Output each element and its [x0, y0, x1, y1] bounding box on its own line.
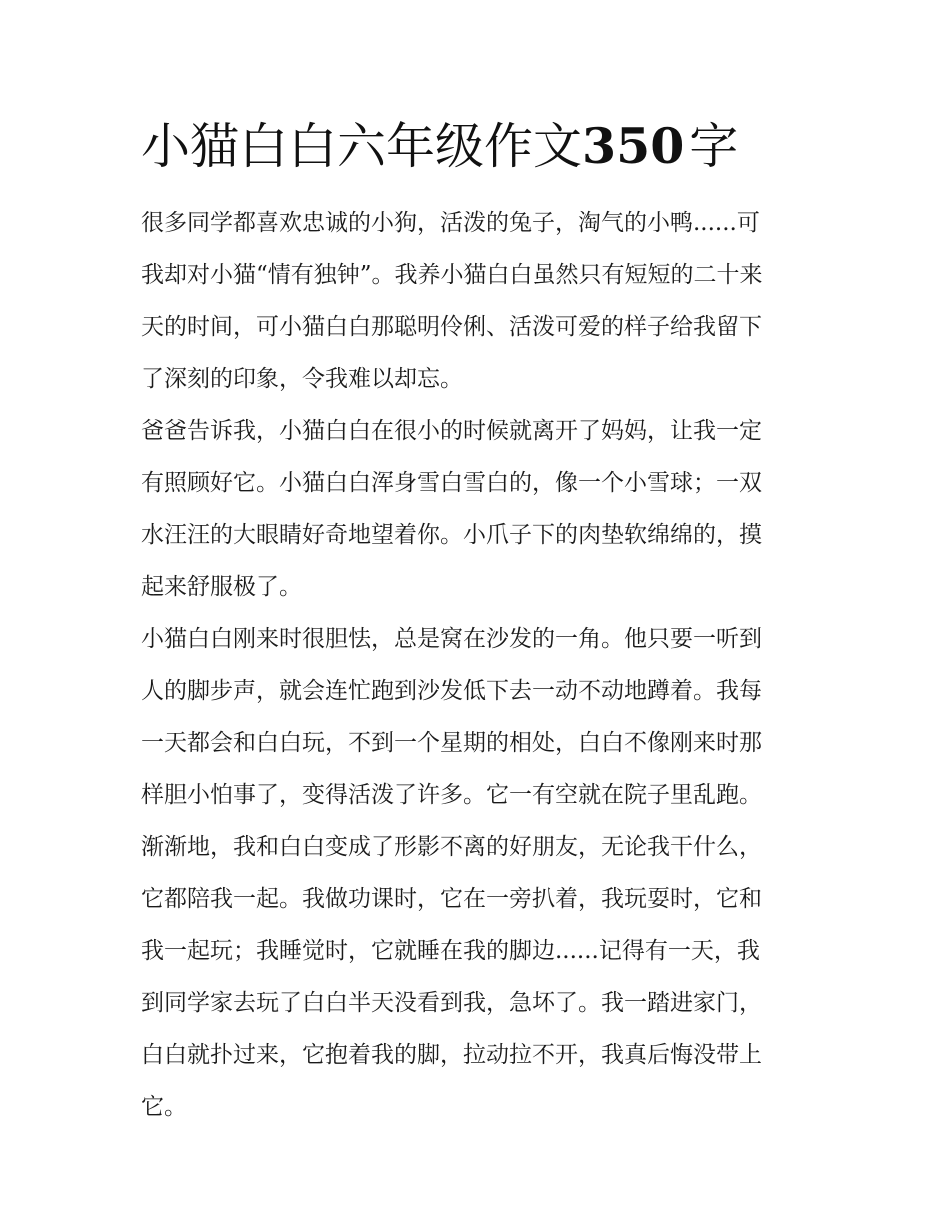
text-line: 我却对小猫“情有独钟”。我养小猫白白虽然只有短短的二十来 — [141, 262, 763, 288]
document-title — [141, 114, 738, 179]
text-line: 它都陪我一起。我做功课时，它在一旁扒着，我玩耍时，它和 — [141, 886, 762, 912]
text-line: 了深刻的印象，令我难以却忘。 — [141, 366, 463, 392]
text-line: 天的时间，可小猫白白那聪明伶俐、活泼可爱的样子给我留下 — [141, 314, 762, 340]
paragraph-2 — [141, 405, 813, 613]
paragraph-1 — [141, 197, 813, 405]
title-number: 350 — [582, 117, 685, 175]
text-line: 小猫白白刚来时很胆怯，总是窝在沙发的一角。他只要一听到 — [141, 626, 762, 652]
text-line: 人的脚步声，就会连忙跑到沙发低下去一动不动地蹲着。我每 — [141, 678, 762, 704]
paragraph-3 — [141, 613, 813, 1133]
text-line: 爸爸告诉我，小猫白白在很小的时候就离开了妈妈，让我一定 — [141, 418, 762, 444]
text-line: 样胆小怕事了，变得活泼了许多。它一有空就在院子里乱跑。 — [141, 782, 762, 808]
text-line: 到同学家去玩了白白半天没看到我，急坏了。我一踏进家门， — [141, 990, 762, 1016]
text-line: 有照顾好它。小猫白白浑身雪白雪白的，像一个小雪球；一双 — [141, 470, 762, 496]
text-line: 渐渐地，我和白白变成了形影不离的好朋友，无论我干什么， — [141, 834, 762, 860]
title-text: 小猫白白六年级作文 — [141, 118, 583, 175]
text-line: 很多同学都喜欢忠诚的小狗，活泼的兔子，淘气的小鸭......可 — [141, 210, 760, 236]
text-line: 水汪汪的大眼睛好奇地望着你。小爪子下的肉垫软绵绵的，摸 — [141, 522, 762, 548]
title-suffix: 字 — [689, 118, 739, 175]
text-line: 起来舒服极了。 — [141, 574, 302, 600]
text-line: 白白就扑过来，它抱着我的脚，拉动拉不开，我真后悔没带上 — [141, 1042, 762, 1068]
text-line: 我一起玩；我睡觉时，它就睡在我的脚边......记得有一天，我 — [141, 938, 760, 964]
document-body — [141, 197, 813, 1133]
text-line: 它。 — [141, 1094, 187, 1120]
text-line: 一天都会和白白玩，不到一个星期的相处，白白不像刚来时那 — [141, 730, 762, 756]
